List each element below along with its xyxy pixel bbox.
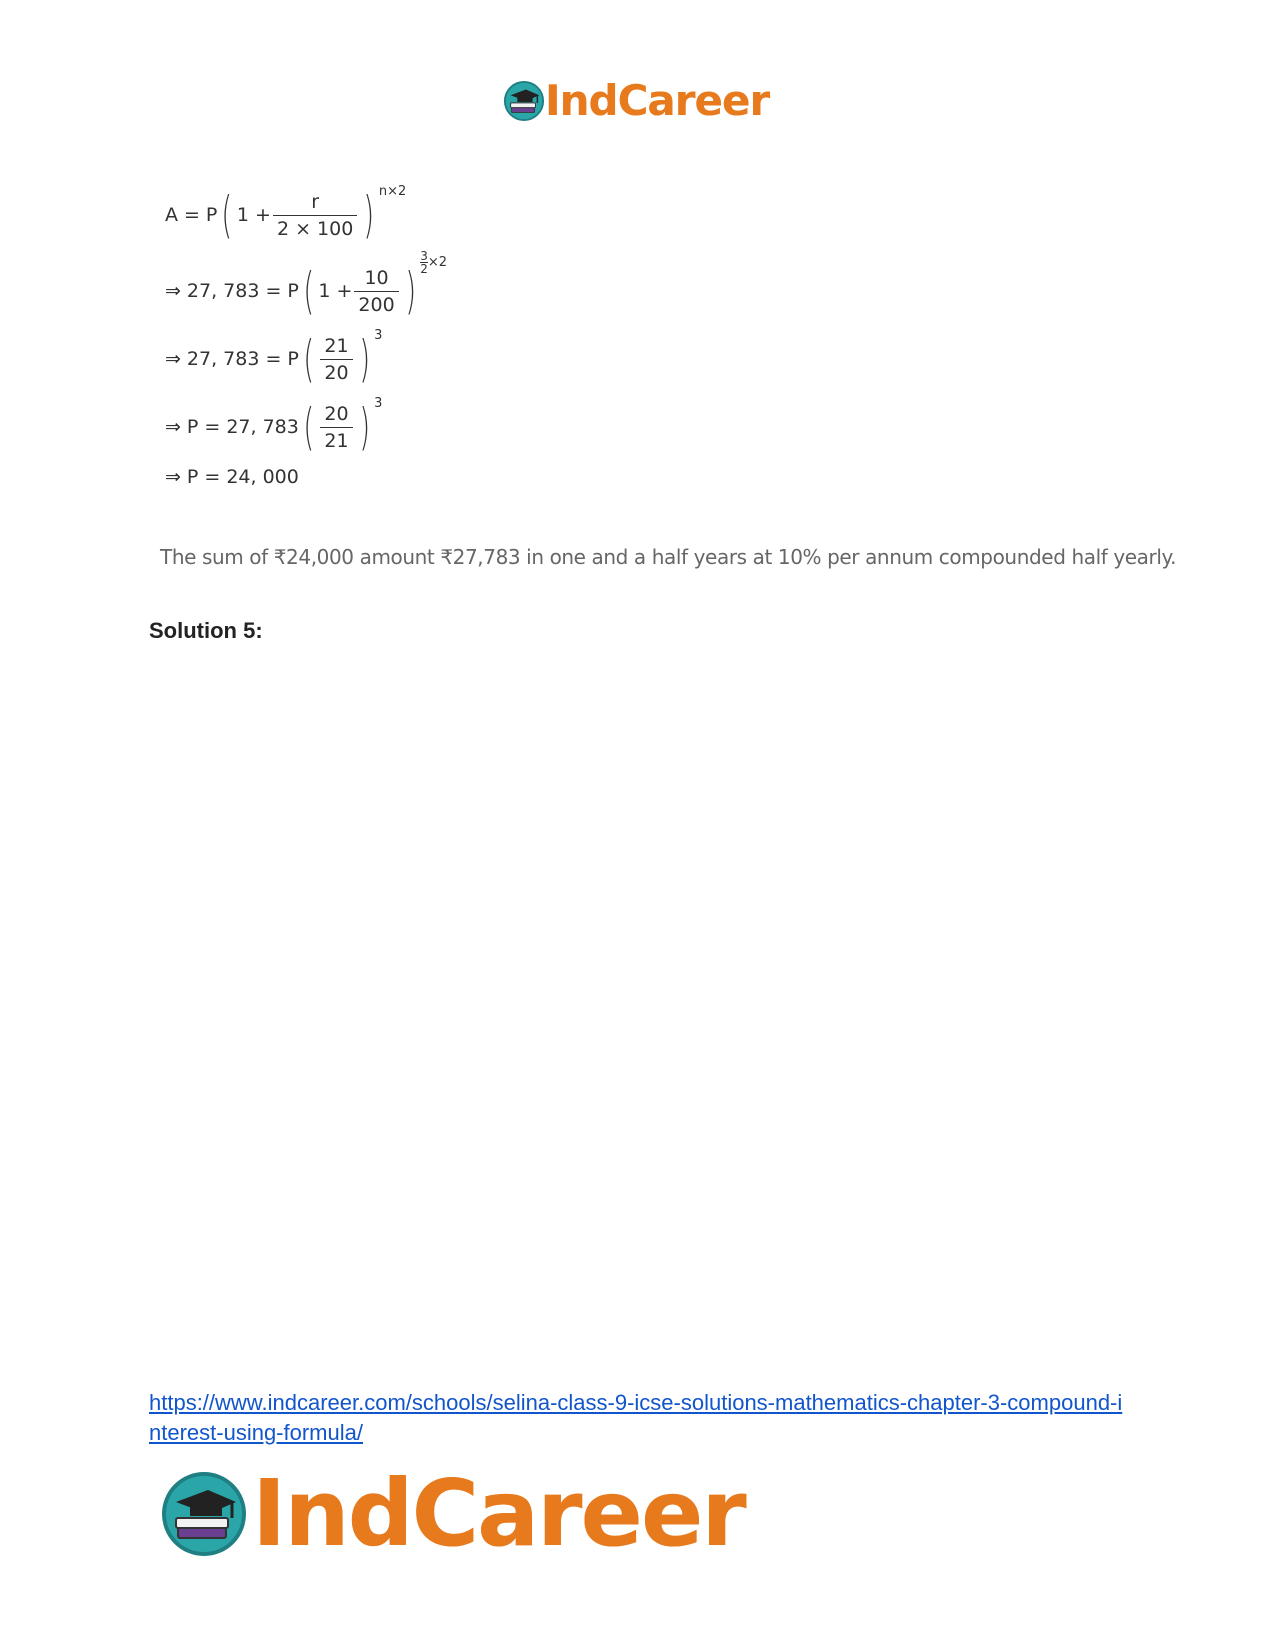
exponent: n×2 (378, 184, 407, 199)
exponent-tail: ×2 (427, 255, 448, 270)
fraction (354, 267, 398, 316)
graduate-cap-books-icon (503, 80, 545, 122)
fraction-numerator: 21 (324, 334, 349, 357)
conclusion-text: The sum of ₹24,000 amount ₹27,783 in one and a half years at 10% per annum compounded half yearly. (160, 545, 1177, 569)
exponent (420, 250, 447, 275)
math-term: 27, 783 (226, 416, 299, 438)
implies-arrow: ⇒ (165, 416, 181, 438)
exponent: 3 (374, 396, 383, 411)
math-term: P (186, 416, 199, 438)
footer-logo (160, 1460, 745, 1567)
exponent: 3 (374, 328, 383, 343)
math-term: P (287, 348, 299, 370)
fraction (320, 335, 352, 384)
fraction-denominator: 21 (320, 427, 352, 452)
math-term: = (204, 416, 221, 438)
header-logo-text: IndCareer (545, 76, 770, 125)
math-term: 27, 783 (186, 348, 260, 370)
fraction-denominator: 2 × 100 (273, 215, 357, 240)
equation-line-5 (165, 466, 299, 488)
math-term: = (265, 280, 282, 302)
fraction-numerator: 10 (364, 266, 389, 289)
implies-arrow: ⇒ (165, 466, 181, 488)
math-term: 27, 783 (186, 280, 260, 302)
fraction-numerator: r (311, 190, 320, 213)
footer-logo-text: IndCareer (252, 1460, 745, 1567)
exponent-denominator: 2 (420, 262, 428, 276)
math-term: = (204, 466, 221, 488)
graduate-cap-books-icon (160, 1470, 248, 1558)
fraction-denominator: 20 (320, 359, 352, 384)
implies-arrow: ⇒ (165, 348, 181, 370)
header-logo (503, 78, 769, 124)
equation-line-4: ⇒ P = 27, 783 ( $\frac{20}{21}$ ) 3 (165, 396, 383, 456)
math-term: = (265, 348, 282, 370)
math-term: 1 + (318, 280, 353, 302)
fraction-denominator: 200 (354, 291, 398, 316)
source-link[interactable]: https://www.indcareer.com/schools/selina-class-9-icse-solutions-mathematics-chapter-3-compound-interest-using-formula/ (149, 1390, 1123, 1445)
math-term: P (205, 204, 218, 226)
equation-line-3: ⇒ 27, 783 = P ( $\frac{21}{20}$ ) 3 (165, 328, 383, 388)
fraction-numerator: 20 (324, 402, 349, 425)
math-term: 1 + (236, 204, 271, 226)
fraction (273, 191, 357, 240)
exponent-numerator: 3 (420, 249, 428, 263)
math-term: = (184, 204, 200, 226)
math-term: P (287, 280, 299, 302)
math-term: P (186, 466, 199, 488)
fraction (320, 403, 352, 452)
implies-arrow: ⇒ (165, 280, 181, 302)
math-term: A (165, 204, 178, 226)
solution-heading: Solution 5: (149, 618, 263, 643)
equation-line-2: ⇒ 27, 783 = P ( 1 + $\frac{10}{200}$ ) $\frac{3}{2}$ ×2 (165, 249, 448, 320)
equation-line-1: A = P ( 1 + $\frac{r}{2 \times 100}$ ) n×2 (165, 184, 407, 244)
math-term: 24, 000 (226, 466, 299, 488)
